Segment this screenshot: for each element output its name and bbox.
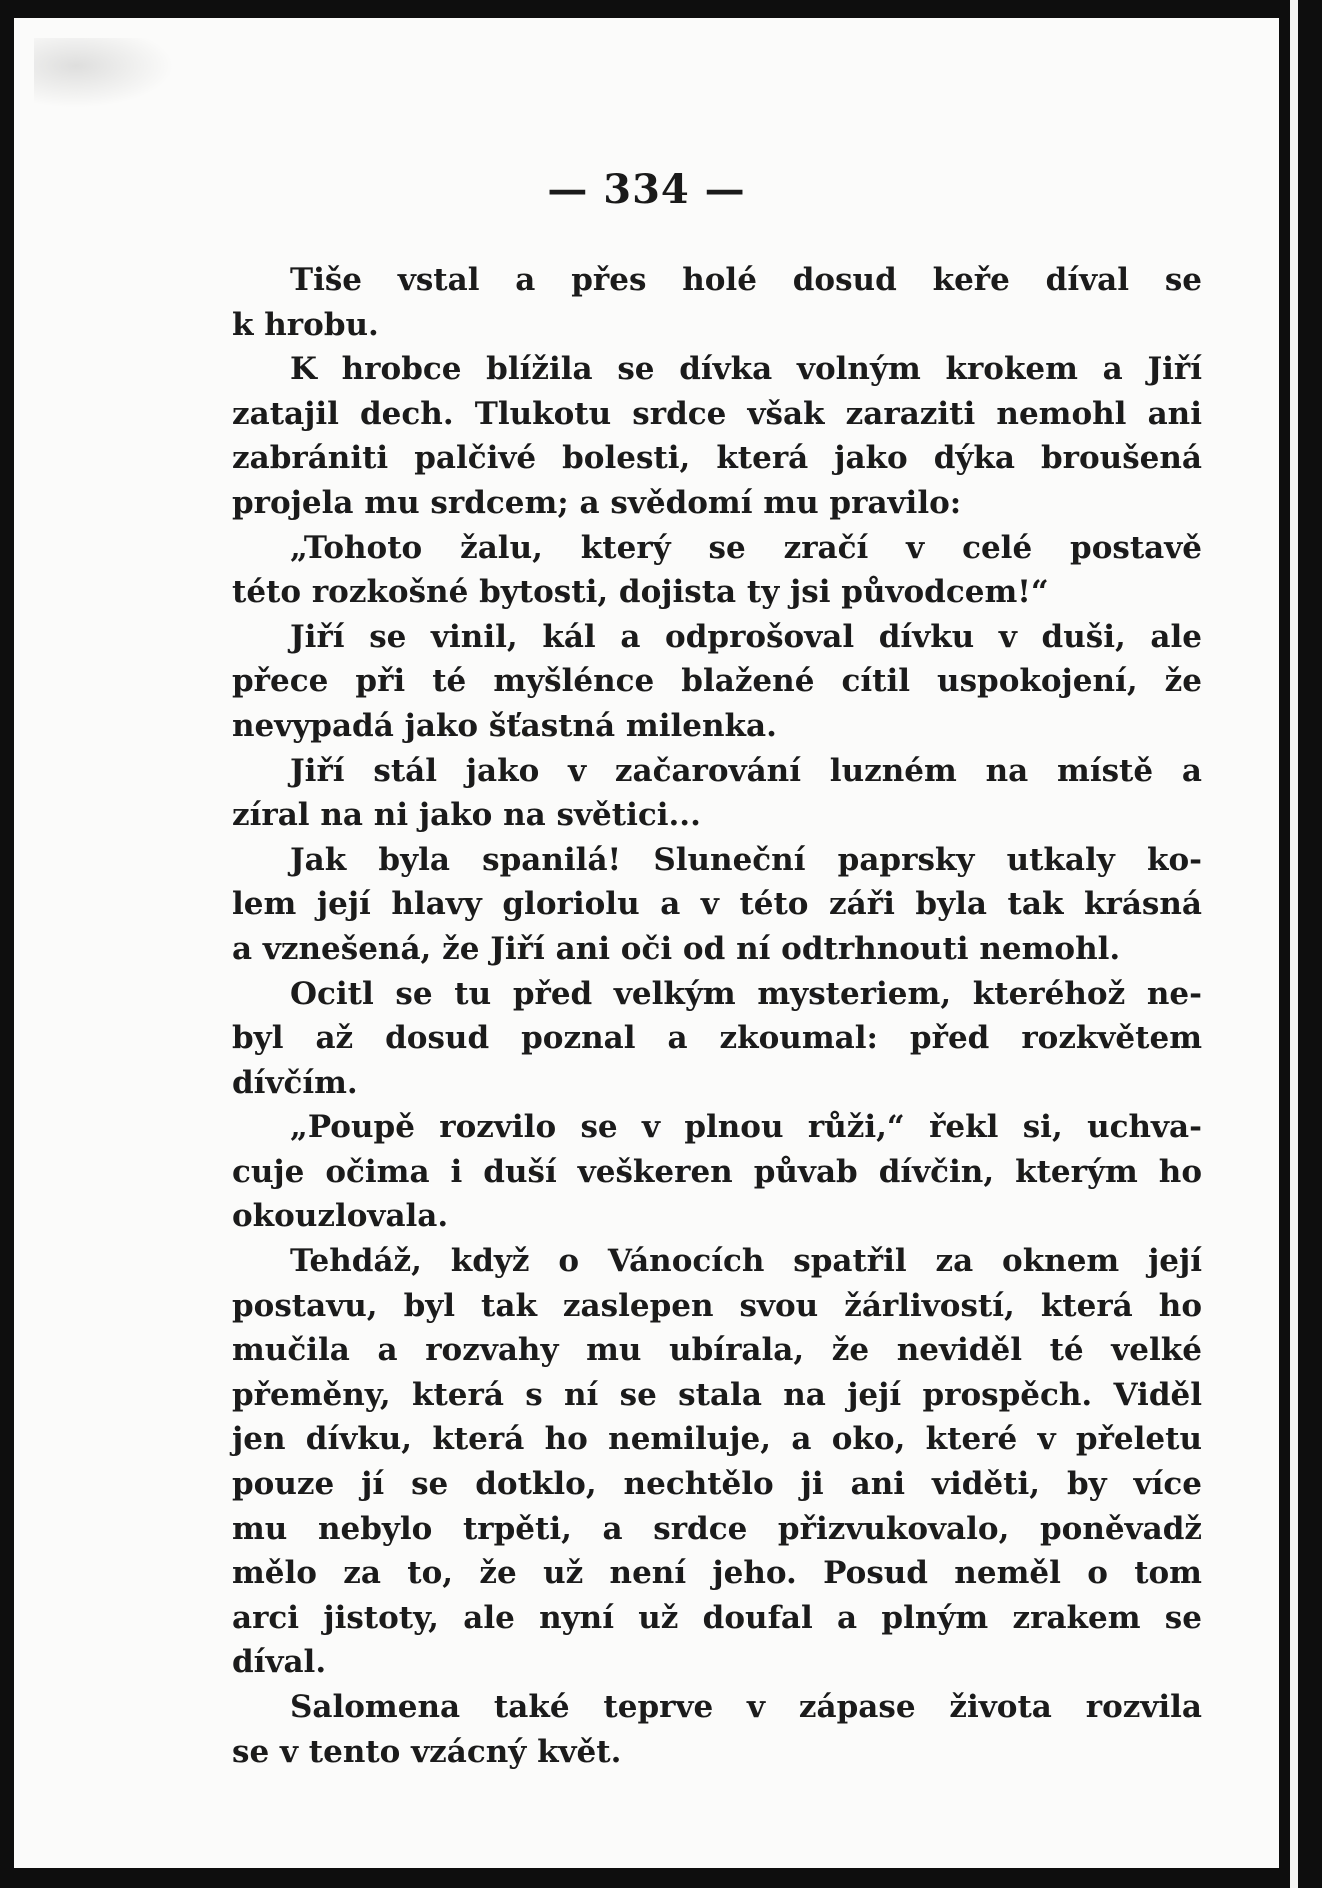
text-line: zatajil dech. Tlukotu srdce však zaraziti nemohl ani	[232, 395, 1202, 432]
text-line: přece při té myšlénce blažené cítil uspokojení, že	[232, 663, 1202, 700]
text-line: arci jistoty, ale nyní už doufal a plným zrakem se	[232, 1599, 1202, 1636]
paragraph-first-line: Tiše vstal a přes holé dosud keře díval se	[290, 262, 1202, 298]
text-line: se v tento vzácný květ.	[232, 1733, 622, 1770]
paragraph-first-line: Jiří stál jako v začarování luzném na místě a	[290, 752, 1202, 789]
text-line: jen dívku, která ho nemiluje, a oko, které v přeletu	[232, 1421, 1202, 1458]
paragraph-first-line: Tehdáž, když o Vánocích spatřil za oknem její	[290, 1243, 1202, 1280]
text-line: této rozkošné bytosti, dojista ty jsi původcem!“	[232, 574, 1049, 611]
book-page	[14, 18, 1279, 1868]
text-line: mělo za to, že už není jeho. Posud neměl o tom	[232, 1555, 1202, 1592]
text-line: přeměny, která s ní se stala na její prospěch. Viděl	[232, 1376, 1202, 1413]
text-line: postavu, byl tak zaslepen svou žárlivostí, která ho	[232, 1287, 1202, 1324]
text-line: mu nebylo trpěti, a srdce přizvukovalo, poněvadž	[232, 1510, 1202, 1547]
text-line: mučila a rozvahy mu ubírala, že neviděl té velké	[232, 1332, 1202, 1369]
text-line: pouze jí se dotklo, nechtělo ji ani viděti, by více	[232, 1466, 1202, 1503]
text-line: a vznešená, že Jiří ani oči od ní odtrhnouti nemohl.	[232, 930, 1121, 967]
paragraph-first-line: „Tohoto žalu, který se zračí v celé postavě	[290, 529, 1202, 566]
body-text	[232, 258, 1202, 1774]
text-line: lem její hlavy gloriolu a v této záři byla tak krásná	[232, 886, 1202, 923]
text-line: nevypadá jako šťastná milenka.	[232, 707, 777, 744]
text-line: okouzlovala.	[232, 1198, 449, 1235]
page-number: — 334 —	[547, 166, 746, 213]
adjacent-page-edge	[1290, 0, 1298, 1888]
page-stain	[34, 38, 174, 108]
text-line: dívčím.	[232, 1064, 358, 1101]
paragraph-first-line: K hrobce blížila se dívka volným krokem a Jiří	[290, 351, 1202, 388]
text-line: projela mu srdcem; a svědomí mu pravilo:	[232, 484, 962, 521]
text-line: zíral na ni jako na světici...	[232, 797, 701, 834]
paragraph-first-line: Salomena také teprve v zápase života rozvila	[290, 1689, 1202, 1725]
text-line: díval.	[232, 1644, 327, 1681]
text-line: cuje očima i duší veškeren půvab dívčin, kterým ho	[232, 1153, 1202, 1190]
text-line: k hrobu.	[232, 306, 379, 343]
text-line: zabrániti palčivé bolesti, která jako dýka broušená	[232, 440, 1202, 477]
paragraph-first-line: Ocitl se tu před velkým mysteriem, kteréhož ne-	[290, 975, 1202, 1012]
paragraph-first-line: Jiří se vinil, kál a odprošoval dívku v duši, ale	[290, 618, 1202, 655]
paragraph-first-line: Jak byla spanilá! Sluneční paprsky utkaly ko-	[290, 841, 1202, 878]
paragraph-first-line: „Poupě rozvilo se v plnou růži,“ řekl si, uchva-	[290, 1109, 1202, 1146]
text-line: byl až dosud poznal a zkoumal: před rozkvětem	[232, 1020, 1202, 1057]
